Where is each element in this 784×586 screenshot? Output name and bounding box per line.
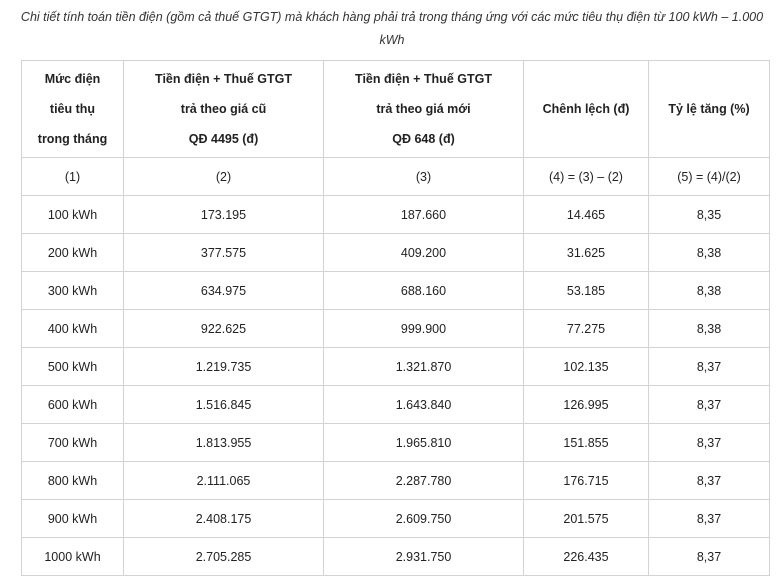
subheader-cell: (2) bbox=[124, 158, 324, 196]
table-cell: 8,37 bbox=[649, 424, 770, 462]
table-cell: 1000 kWh bbox=[22, 538, 124, 576]
table-cell: 1.516.845 bbox=[124, 386, 324, 424]
table-row bbox=[22, 500, 770, 538]
table-cell: 53.185 bbox=[524, 272, 649, 310]
table-cell: 409.200 bbox=[324, 234, 524, 272]
table-cell: 2.609.750 bbox=[324, 500, 524, 538]
table-cell: 1.321.870 bbox=[324, 348, 524, 386]
table-cell: 2.705.285 bbox=[124, 538, 324, 576]
table-row bbox=[22, 386, 770, 424]
header-increase-rate bbox=[649, 61, 770, 158]
table-cell: 377.575 bbox=[124, 234, 324, 272]
table-cell: 1.813.955 bbox=[124, 424, 324, 462]
table-cell: 77.275 bbox=[524, 310, 649, 348]
table-cell: 900 kWh bbox=[22, 500, 124, 538]
table-caption: Chi tiết tính toán tiền điện (gồm cả thuế GTGT) mà khách hàng phải trả trong tháng ứng với các mức tiêu thụ điện từ 100 kWh – 1.000 kWh bbox=[20, 10, 764, 47]
table-row bbox=[22, 196, 770, 234]
table-cell: 201.575 bbox=[524, 500, 649, 538]
table-cell: 688.160 bbox=[324, 272, 524, 310]
subheader-cell: (3) bbox=[324, 158, 524, 196]
header-line: Chênh lệch (đ) bbox=[542, 102, 630, 116]
header-line: Tiền điện + Thuế GTGT bbox=[155, 72, 292, 86]
table-row bbox=[22, 348, 770, 386]
table-row bbox=[22, 538, 770, 576]
table-cell: 14.465 bbox=[524, 196, 649, 234]
table-cell: 8,35 bbox=[649, 196, 770, 234]
table-cell: 634.975 bbox=[124, 272, 324, 310]
header-line: trong tháng bbox=[37, 132, 108, 146]
table-cell: 8,37 bbox=[649, 500, 770, 538]
table-cell: 700 kWh bbox=[22, 424, 124, 462]
table-cell: 102.135 bbox=[524, 348, 649, 386]
table-cell: 226.435 bbox=[524, 538, 649, 576]
table-cell: 1.965.810 bbox=[324, 424, 524, 462]
table-row bbox=[22, 462, 770, 500]
electricity-price-table bbox=[21, 60, 770, 576]
table-cell: 8,38 bbox=[649, 272, 770, 310]
header-difference bbox=[524, 61, 649, 158]
header-old-price bbox=[124, 61, 324, 158]
table-row bbox=[22, 272, 770, 310]
table-cell: 999.900 bbox=[324, 310, 524, 348]
header-new-price bbox=[324, 61, 524, 158]
table-cell: 800 kWh bbox=[22, 462, 124, 500]
table-cell: 176.715 bbox=[524, 462, 649, 500]
subheader-cell: (5) = (4)/(2) bbox=[649, 158, 770, 196]
table-cell: 400 kWh bbox=[22, 310, 124, 348]
table-cell: 2.111.065 bbox=[124, 462, 324, 500]
table-row bbox=[22, 234, 770, 272]
header-consumption-level bbox=[22, 61, 124, 158]
table-cell: 1.643.840 bbox=[324, 386, 524, 424]
table-cell: 151.855 bbox=[524, 424, 649, 462]
table-cell: 8,37 bbox=[649, 348, 770, 386]
table-cell: 173.195 bbox=[124, 196, 324, 234]
table-cell: 600 kWh bbox=[22, 386, 124, 424]
table-cell: 100 kWh bbox=[22, 196, 124, 234]
table-cell: 8,37 bbox=[649, 538, 770, 576]
subheader-row bbox=[22, 158, 770, 196]
header-line: QĐ 4495 (đ) bbox=[188, 132, 259, 146]
header-line: Tiền điện + Thuế GTGT bbox=[355, 72, 492, 86]
header-line: trả theo giá mới bbox=[376, 102, 471, 116]
header-line: tiêu thụ bbox=[49, 102, 96, 116]
table-cell: 500 kWh bbox=[22, 348, 124, 386]
table-row bbox=[22, 310, 770, 348]
header-line: Tỷ lệ tăng (%) bbox=[668, 102, 750, 116]
table-cell: 200 kWh bbox=[22, 234, 124, 272]
table-cell: 2.408.175 bbox=[124, 500, 324, 538]
table-cell: 8,37 bbox=[649, 462, 770, 500]
subheader-cell: (1) bbox=[22, 158, 124, 196]
table-cell: 1.219.735 bbox=[124, 348, 324, 386]
table-cell: 2.931.750 bbox=[324, 538, 524, 576]
header-row bbox=[22, 61, 770, 158]
table-cell: 126.995 bbox=[524, 386, 649, 424]
table-cell: 300 kWh bbox=[22, 272, 124, 310]
table-cell: 8,38 bbox=[649, 310, 770, 348]
header-line: QĐ 648 (đ) bbox=[392, 132, 455, 146]
table-cell: 2.287.780 bbox=[324, 462, 524, 500]
table-cell: 8,37 bbox=[649, 386, 770, 424]
table-cell: 8,38 bbox=[649, 234, 770, 272]
table-row bbox=[22, 424, 770, 462]
header-line: trả theo giá cũ bbox=[180, 102, 267, 116]
header-line: Mức điện bbox=[44, 72, 101, 86]
table-cell: 187.660 bbox=[324, 196, 524, 234]
table-cell: 922.625 bbox=[124, 310, 324, 348]
table-cell: 31.625 bbox=[524, 234, 649, 272]
subheader-cell: (4) = (3) – (2) bbox=[524, 158, 649, 196]
